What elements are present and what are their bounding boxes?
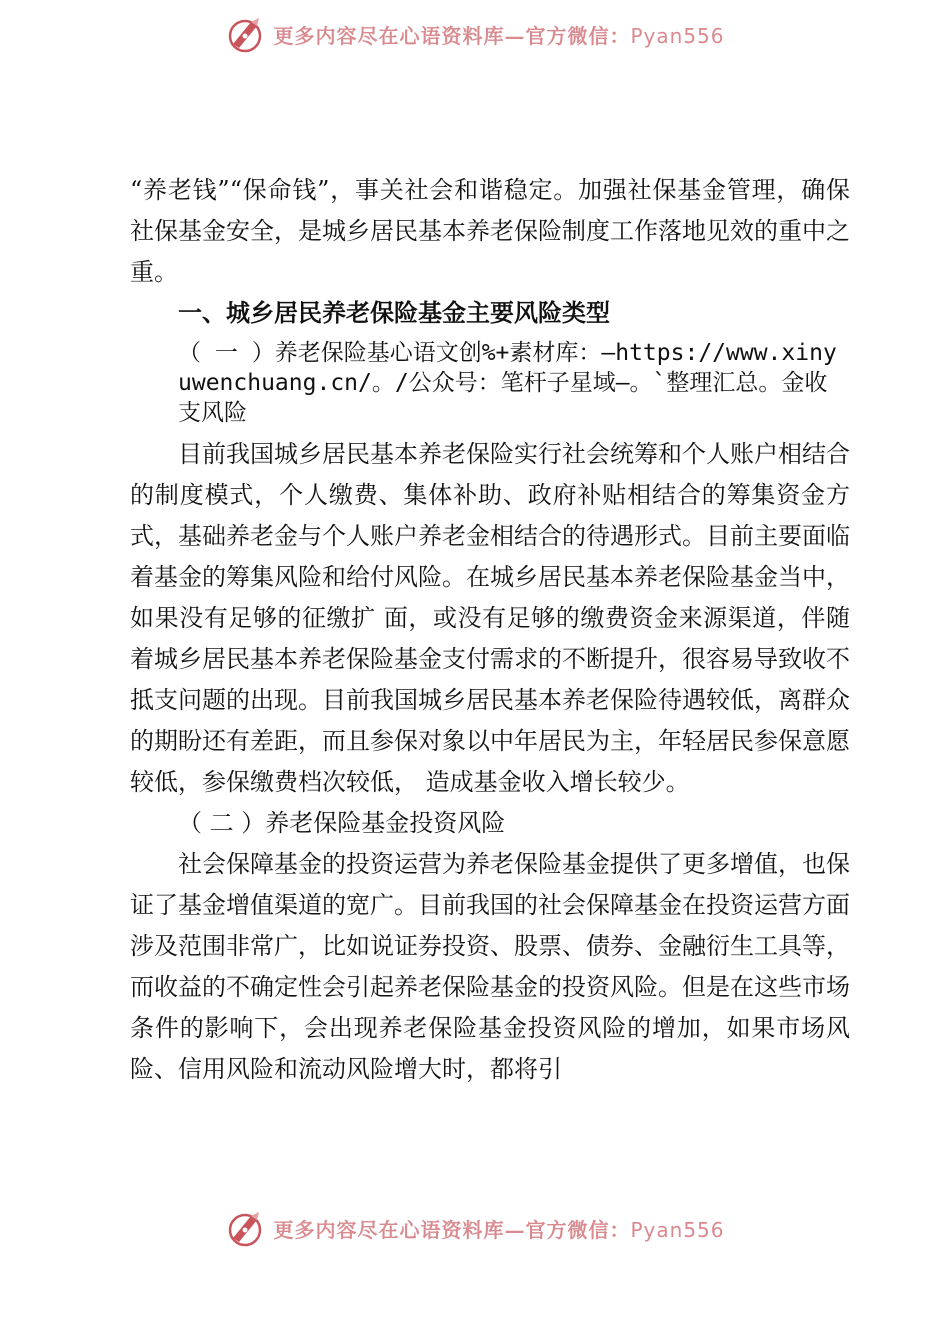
wechat-handle: Pyan556: [630, 1217, 725, 1242]
section-heading-1: 一、城乡居民养老保险基金主要风险类型: [178, 299, 610, 327]
pen-nib-logo-icon: [225, 14, 265, 54]
subsection-heading-2: （ 二 ）养老保险基金投资风险: [178, 809, 506, 837]
subsection-heading-1: （ 一 ）养老保险基心语文创%+素材库：—https://www.xinyuwenchuang.cn/。/公众号：笔杆子星域—。`整理汇总。金收支风险: [178, 340, 837, 426]
paragraph-2: 社会保障基金的投资运营为养老保险基金提供了更多增值，也保证了基金增值渠道的宽广。目前我国的社会保障基金在投资运营方面涉及范围非常广，比如说证券投资、股票、债券、金融衍生工具等，而收益的不确定性会引起养老保险基金的投资风险。但是在这些市场条件的影响下，会出现养老保险基金投资风险的增加，如果市场风险、信用风险和流动风险增大时，都将引: [130, 850, 850, 1083]
header-banner-text: 更多内容尽在心语资料库—官方微信：Pyan556: [273, 23, 725, 48]
paragraph-continued: “养老钱”“保命钱”，事关社会和谐稳定。加强社保基金管理，确保社保基金安全，是城乡居民基本养老保险制度工作落地见效的重中之重。: [130, 176, 850, 286]
pen-nib-logo-icon: [225, 1208, 265, 1248]
document-body: [130, 170, 850, 1090]
footer-banner-text: 更多内容尽在心语资料库—官方微信：Pyan556: [273, 1217, 725, 1242]
wechat-handle: Pyan556: [630, 23, 725, 48]
paragraph-1: 目前我国城乡居民基本养老保险实行社会统筹和个人账户相结合的制度模式，个人缴费、集体补助、政府补贴相结合的筹集资金方式，基础养老金与个人账户养老金相结合的待遇形式。目前主要面临着基金的筹集风险和给付风险。在城乡居民基本养老保险基金当中，如果没有足够的征缴扩 面，或没有足够的缴费资金来源渠道，伴随着城乡居民基本养老保险基金支付需求的不断提升，很容易导致收不抵支问题的出现。目前我国城乡居民基本养老保险待遇较低，离群众的期盼还有差距，而且参保对象以中年居民为主，年轻居民参保意愿较低，参保缴费档次较低， 造成基金收入增长较少。: [130, 440, 850, 796]
header-banner: [0, 14, 950, 54]
footer-banner: [0, 1208, 950, 1248]
